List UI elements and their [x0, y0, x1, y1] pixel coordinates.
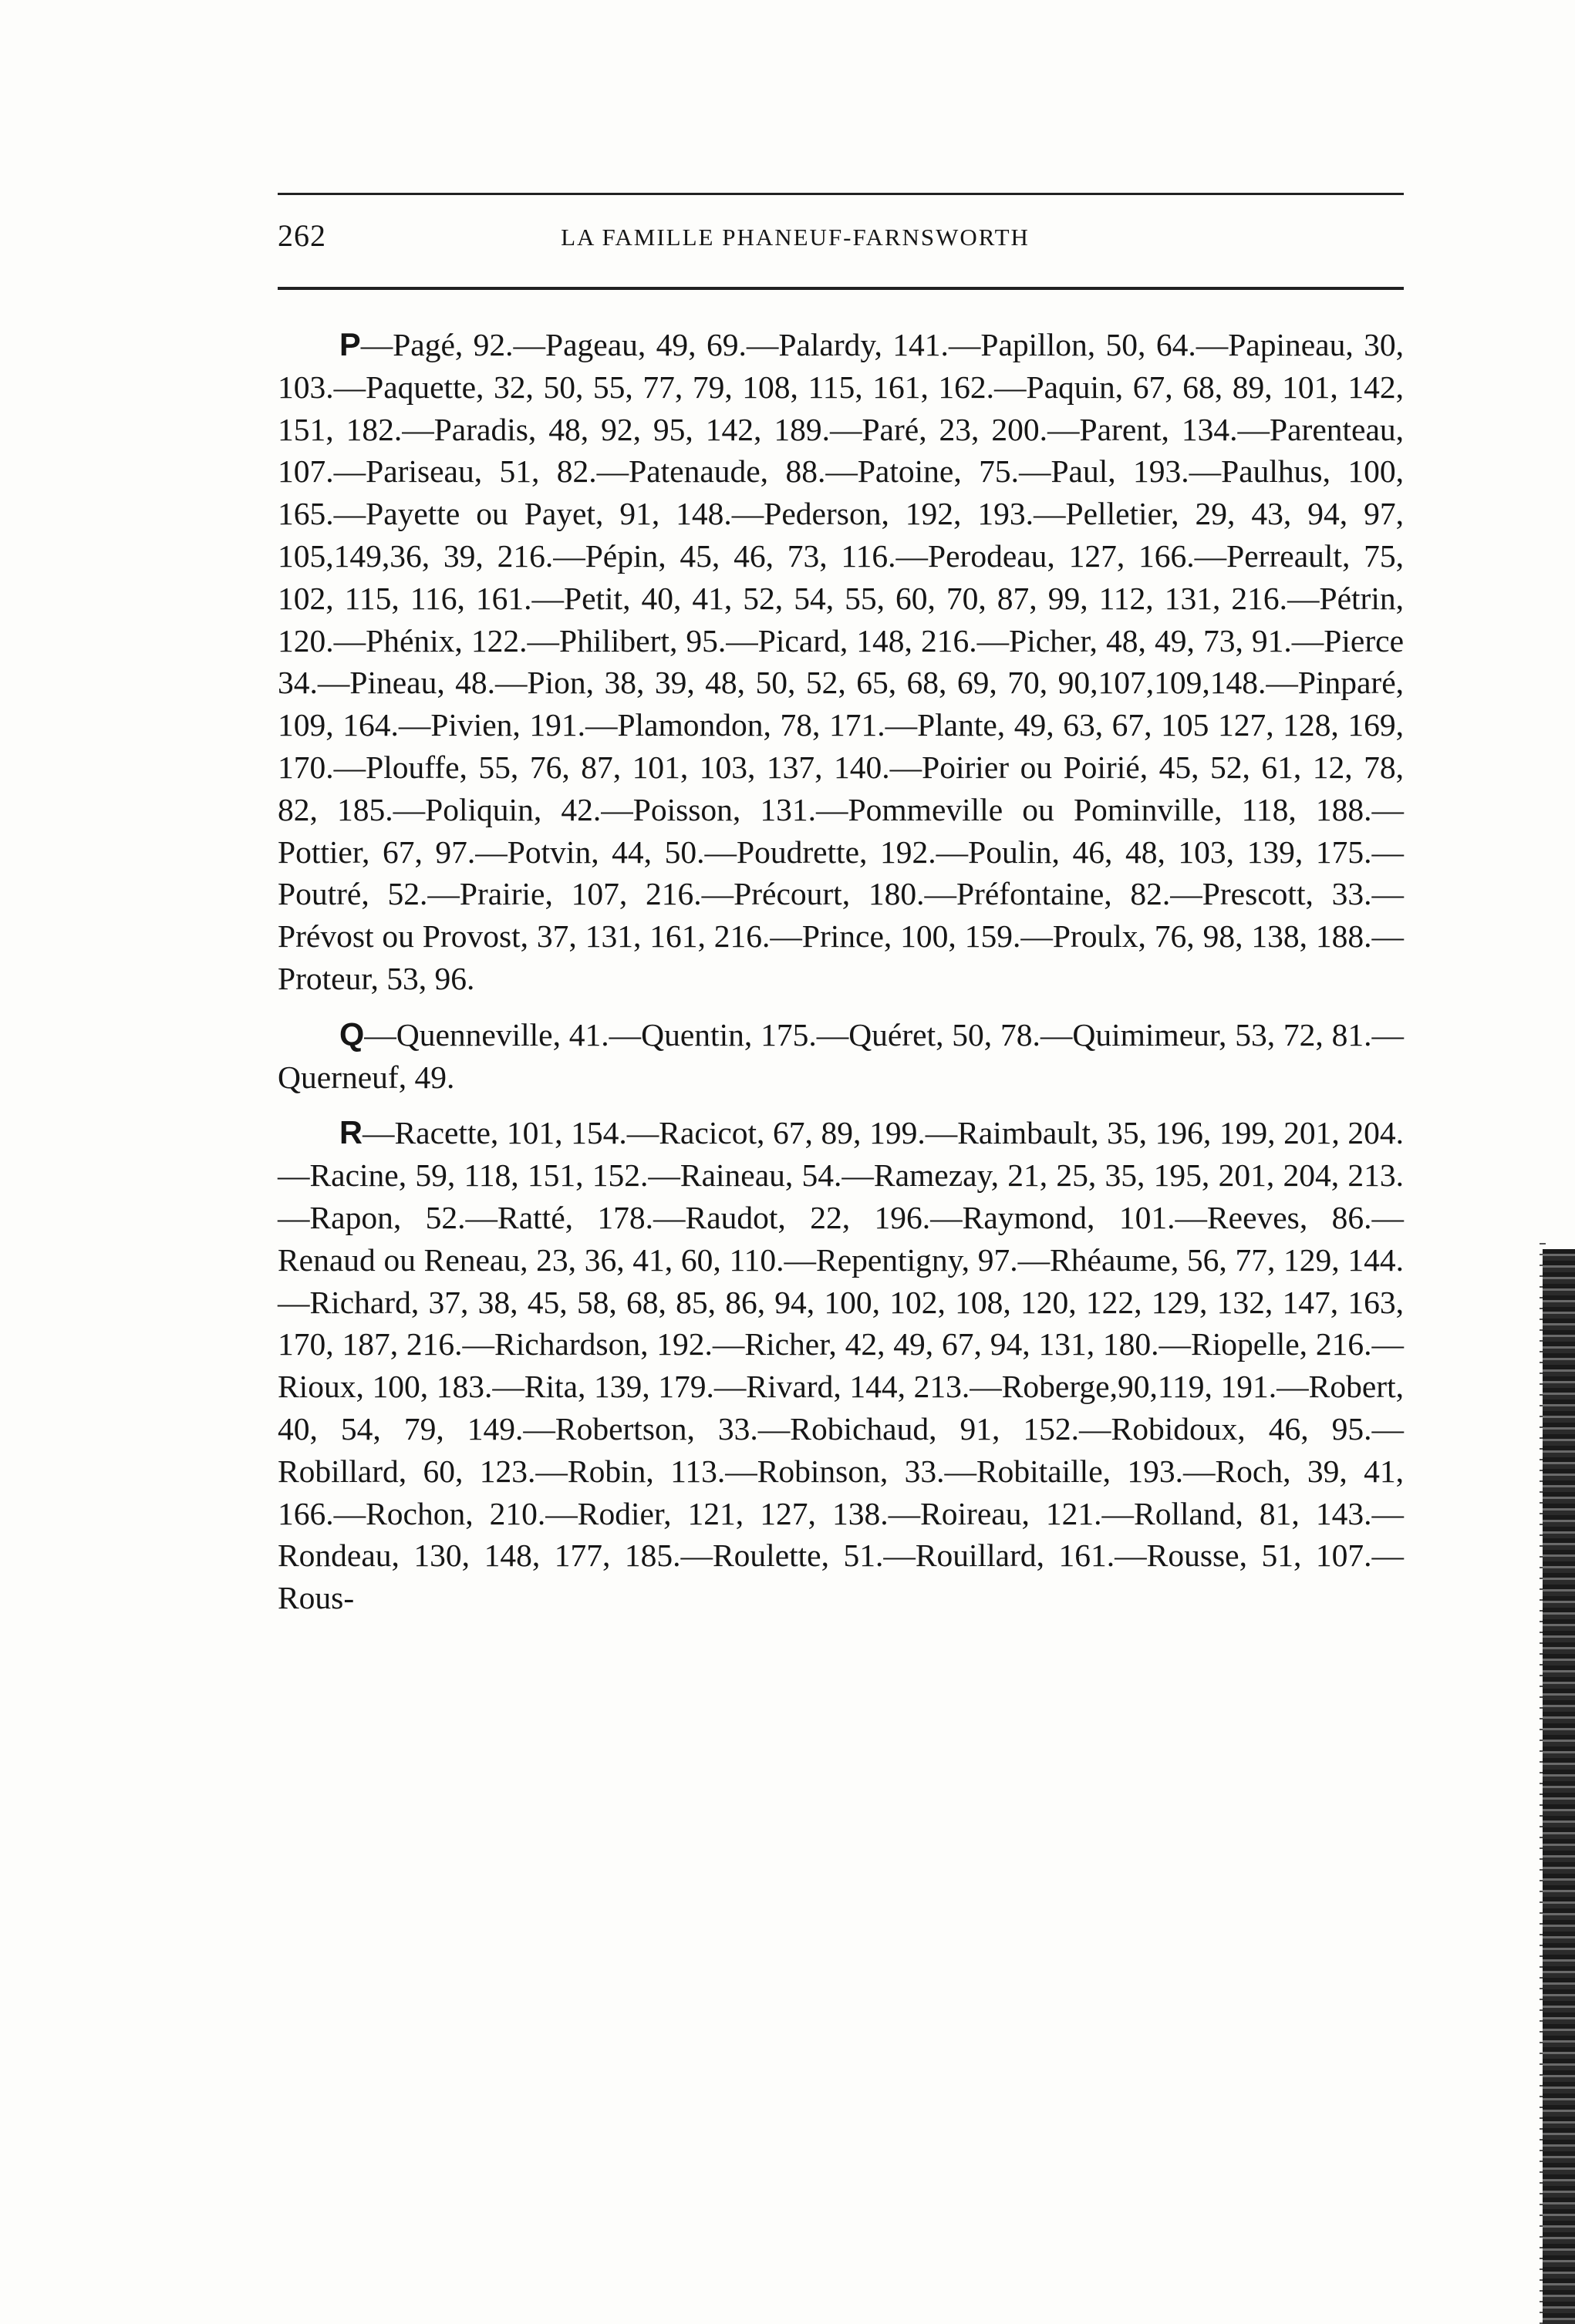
- index-body: [278, 324, 1404, 1619]
- section-text-p: —Pagé, 92.—Pageau, 49, 69.—Palardy, 141.—Papillon, 50, 64.—Papineau, 30, 103.—Paquette, 32, 50, 55, 77, 79, 108, 115, 161, 162.—Paquin, 67, 68, 89, 101, 142, 151, 182.—Paradis, 48, 92, 95, 142, 189.—Paré, 23, 200.—Parent, 134.—Parenteau, 107.—Pariseau, 51, 82.—Patenaude, 88.—Patoine, 75.—Paul, 193.—Paulhus, 100, 165.—Payette ou Payet, 91, 148.—Pederson, 192, 193.—Pelletier, 29, 43, 94, 97, 105,149,36, 39, 216.—Pépin, 45, 46, 73, 116.—Perodeau, 127, 166.—Perreault, 75, 102, 115, 116, 161.—Petit, 40, 41, 52, 54, 55, 60, 70, 87, 99, 112, 131, 216.—Pétrin, 120.—Phénix, 122.—Philibert, 95.—Picard, 148, 216.—Picher, 48, 49, 73, 91.—Pierce 34.—Pineau, 48.—Pion, 38, 39, 48, 50, 52, 65, 68, 69, 70, 90,107,109,148.—Pinparé, 109, 164.—Pivien, 191.—Plamondon, 78, 171.—Plante, 49, 63, 67, 105 127, 128, 169, 170.—Plouffe, 55, 76, 87, 101, 103, 137, 140.—Poirier ou Poirié, 45, 52, 61, 12, 78, 82, 185.—Poliquin, 42.—Poisson, 131.—Pommeville ou Pominville, 118, 188.—Pottier, 67, 97.—Potvin, 44, 50.—Poudrette, 192.—Poulin, 46, 48, 103, 139, 175.—Poutré, 52.—Prairie, 107, 216.—Précourt, 180.—Préfontaine, 82.—Prescott, 33.—Prévost ou Provost, 37, 131, 161, 216.—Prince, 100, 159.—Proulx, 76, 98, 138, 188.—Proteur, 53, 96.: [278, 327, 1404, 996]
- section-text-q: —Quenneville, 41.—Quentin, 175.—Quéret, 50, 78.—Quimimeur, 53, 72, 81.—Querneuf, 49.: [278, 1016, 1404, 1095]
- running-head: LA FAMILLE PHANEUF-FARNSWORTH: [561, 224, 1030, 251]
- section-text-r: —Racette, 101, 154.—Racicot, 67, 89, 199.—Raimbault, 35, 196, 199, 201, 204.—Racine, 59, 118, 151, 152.—Raineau, 54.—Ramezay, 21, 25, 35, 195, 201, 204, 213.—Rapon, 52.—Ratté, 178.—Raudot, 22, 196.—Raymond, 101.—Reeves, 86.—Renaud ou Reneau, 23, 36, 41, 60, 110.—Repentigny, 97.—Rhéaume, 56, 77, 129, 144.—Richard, 37, 38, 45, 58, 68, 85, 86, 94, 100, 102, 108, 120, 122, 129, 132, 147, 163, 170, 187, 216.—Richardson, 192.—Richer, 42, 49, 67, 94, 131, 180.—Riopelle, 216.—Rioux, 100, 183.—Rita, 139, 179.—Rivard, 144, 213.—Roberge,90,119, 191.—Robert, 40, 54, 79, 149.—Robertson, 33.—Robichaud, 91, 152.—Robidoux, 46, 95.—Robillard, 60, 123.—Robin, 113.—Robinson, 33.—Robitaille, 193.—Roch, 39, 41, 166.—Rochon, 210.—Rodier, 121, 127, 138.—Roireau, 121.—Rolland, 81, 143.—Rondeau, 130, 148, 177, 185.—Roulette, 51.—Rouillard, 161.—Rousse, 51, 107.—Rous-: [278, 1115, 1404, 1616]
- section-letter-q: Q: [339, 1015, 365, 1053]
- page-edge-strip: [1543, 1249, 1575, 2324]
- index-section-p: [278, 324, 1404, 1000]
- header-rule-top: [278, 193, 1404, 195]
- index-section-r: [278, 1112, 1404, 1619]
- index-section-q: [278, 1014, 1404, 1099]
- page-number: 262: [278, 218, 326, 253]
- header-rule-bottom: [278, 287, 1404, 290]
- section-letter-r: R: [339, 1114, 363, 1151]
- section-letter-p: P: [339, 326, 361, 362]
